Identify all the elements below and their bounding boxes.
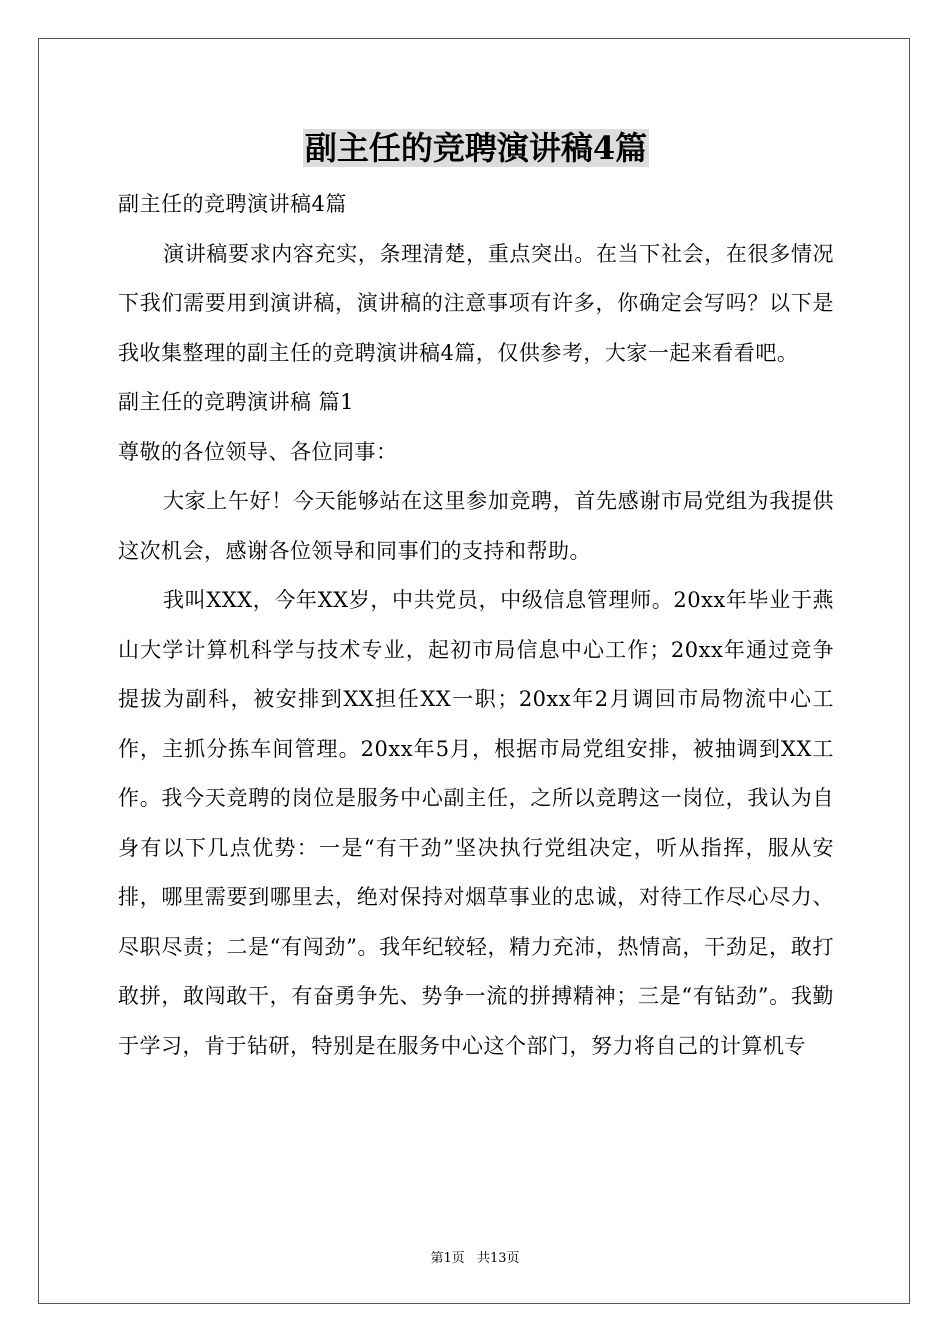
page-footer: [0, 1247, 950, 1266]
section-heading: 副主任的竞聘演讲稿 篇1: [118, 390, 355, 414]
document-title: 副主任的竞聘演讲稿4篇: [304, 129, 648, 167]
salutation: 尊敬的各位领导、各位同事：: [118, 439, 398, 464]
document-body: [118, 118, 834, 1071]
paragraph-greeting: 大家上午好！今天能够站在这里参加竞聘，首先感谢市局党组为我提供这次机会，感谢各位领导和同事们的支持和帮助。: [118, 489, 834, 563]
paragraph-subtitle: 副主任的竞聘演讲稿4篇: [118, 192, 347, 216]
paragraph-self-intro: 我叫XXX，今年XX岁，中共党员，中级信息管理师。20xx年毕业于燕山大学计算机科学与技术专业，起初市局信息中心工作；20xx年通过竞争提拔为副科，被安排到XX担任XX一职；20xx年2月调回市局物流中心工作，主抓分拣车间管理。20xx年5月，根据市局党组安排，被抽调到XX工作。我今天竞聘的岗位是服务中心副主任，之所以竞聘这一岗位，我认为自身有以下几点优势：一是“有干劲”坚决执行党组决定，听从指挥，服从安排，哪里需要到哪里去，绝对保持对烟草事业的忠诚，对待工作尽心尽力、尽职尽责；二是“有闯劲”。我年纪较轻，精力充沛，热情高，干劲足，敢打敢拼，敢闯敢干，有奋勇争先、势争一流的拼搏精神；三是“有钻劲”。我勤于学习，肯于钻研，特别是在服务中心这个部门，努力将自己的计算机专: [118, 588, 834, 1058]
page-number: 第1页: [430, 1251, 465, 1266]
page-total: 共13页: [476, 1251, 520, 1266]
paragraph-intro: 演讲稿要求内容充实，条理清楚，重点突出。在当下社会，在很多情况下我们需要用到演讲稿，演讲稿的注意事项有许多，你确定会写吗？以下是我收集整理的副主任的竞聘演讲稿4篇，仅供参考，大家一起来看看吧。: [118, 241, 834, 365]
